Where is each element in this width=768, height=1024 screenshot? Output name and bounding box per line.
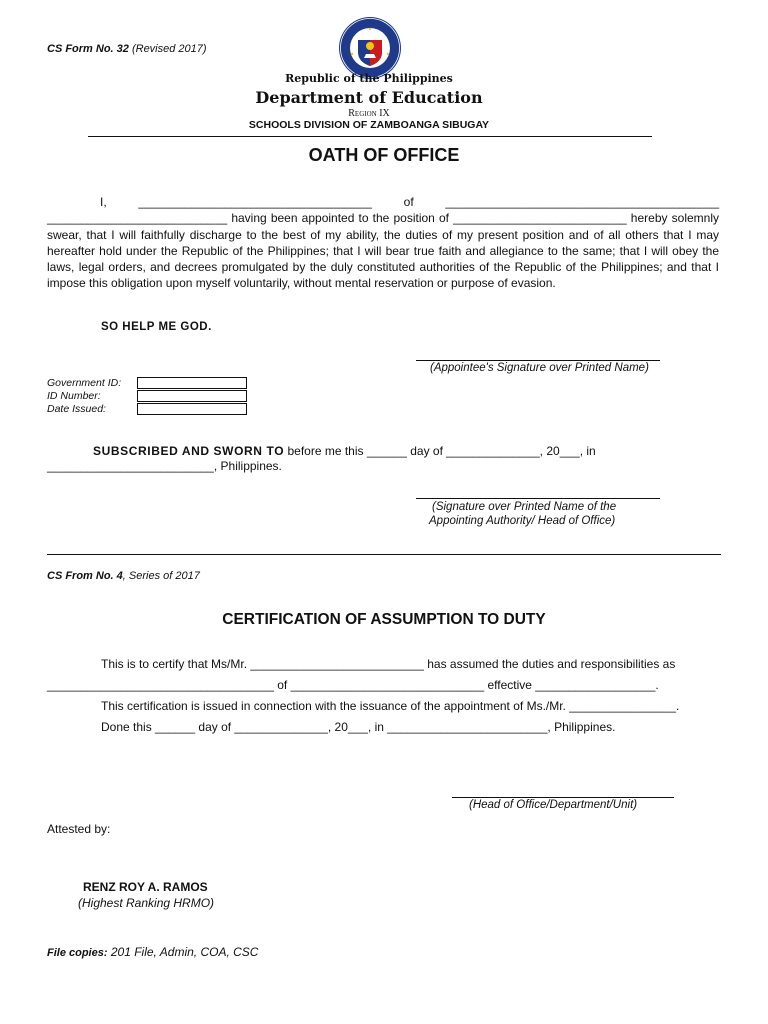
certification-title: CERTIFICATION OF ASSUMPTION TO DUTY	[222, 611, 546, 628]
gov-id-field[interactable]	[137, 377, 247, 389]
cert-form-number: CS From No. 4, Series of 2017	[47, 570, 200, 582]
id-number-field[interactable]	[137, 390, 247, 402]
so-help-text: SO HELP ME GOD.	[101, 321, 212, 333]
appointee-signature-line	[416, 360, 660, 361]
hrmo-name: RENZ ROY A. RAMOS	[83, 880, 208, 894]
republic-heading: Republic of the Philippines	[285, 72, 453, 85]
oath-body: I, ___________________________________ of _________________________________________ ___________________________ having been appointed to the position of __________________________ hereby solemnly swear, that I will faithfully discharge to the best of my ability, the duties of my present position and of all others that I may hereafter hold under the Republic of the Philippines; that I will bear true faith and allegiance to the same; that I will obey the laws, legal orders, and decrees promulgated by the duly constituted authorities of the Republic of the Philippines; and that I impose this obligation upon myself voluntarily, without mental reservation or purpose of evasion.	[47, 195, 719, 291]
form-number: CS Form No. 32 (Revised 2017)	[47, 43, 207, 55]
head-signature-line	[452, 797, 674, 798]
subscribed-statement: SUBSCRIBED AND SWORN TO before me this ______ day of ______________, 20___, in _________________________, Philippines.	[47, 444, 596, 473]
cert-line-3: This certification is issued in connection with the issuance of the appointment of Ms./Mr. ________________.	[101, 699, 680, 713]
authority-signature-caption-2: Appointing Authority/ Head of Office)	[429, 515, 616, 527]
appointee-signature-caption: (Appointee's Signature over Printed Name)	[430, 362, 649, 374]
head-signature-caption: (Head of Office/Department/Unit)	[469, 799, 638, 811]
oath-title: OATH OF OFFICE	[308, 145, 460, 165]
division-heading: SCHOOLS DIVISION OF ZAMBOANGA SIBUGAY	[248, 119, 490, 131]
id-number-label: ID Number:	[47, 390, 101, 402]
cert-line-2: __________________________________ of _____________________________ effective __________________.	[47, 678, 659, 692]
gov-id-label: Government ID:	[47, 377, 122, 389]
date-issued-field[interactable]	[137, 403, 247, 415]
department-heading: Department of Education	[255, 88, 483, 107]
region-heading: Region IX	[348, 108, 390, 119]
hrmo-title: (Highest Ranking HRMO)	[78, 896, 215, 910]
cert-line-4: Done this ______ day of ______________, 20___, in ________________________, Philippines.	[101, 720, 616, 734]
cert-line-1: This is to certify that Ms/Mr. __________________________ has assumed the duties and responsibilities as	[101, 657, 676, 671]
deped-seal-logo	[338, 16, 402, 80]
authority-signature-caption-1: (Signature over Printed Name of the	[432, 501, 617, 513]
attested-label: Attested by:	[47, 822, 111, 836]
file-copies: File copies: 201 File, Admin, COA, CSC	[47, 945, 259, 959]
section-divider	[47, 554, 721, 555]
date-issued-label: Date Issued:	[47, 403, 106, 415]
header-divider	[88, 136, 652, 137]
authority-signature-line	[416, 498, 660, 499]
